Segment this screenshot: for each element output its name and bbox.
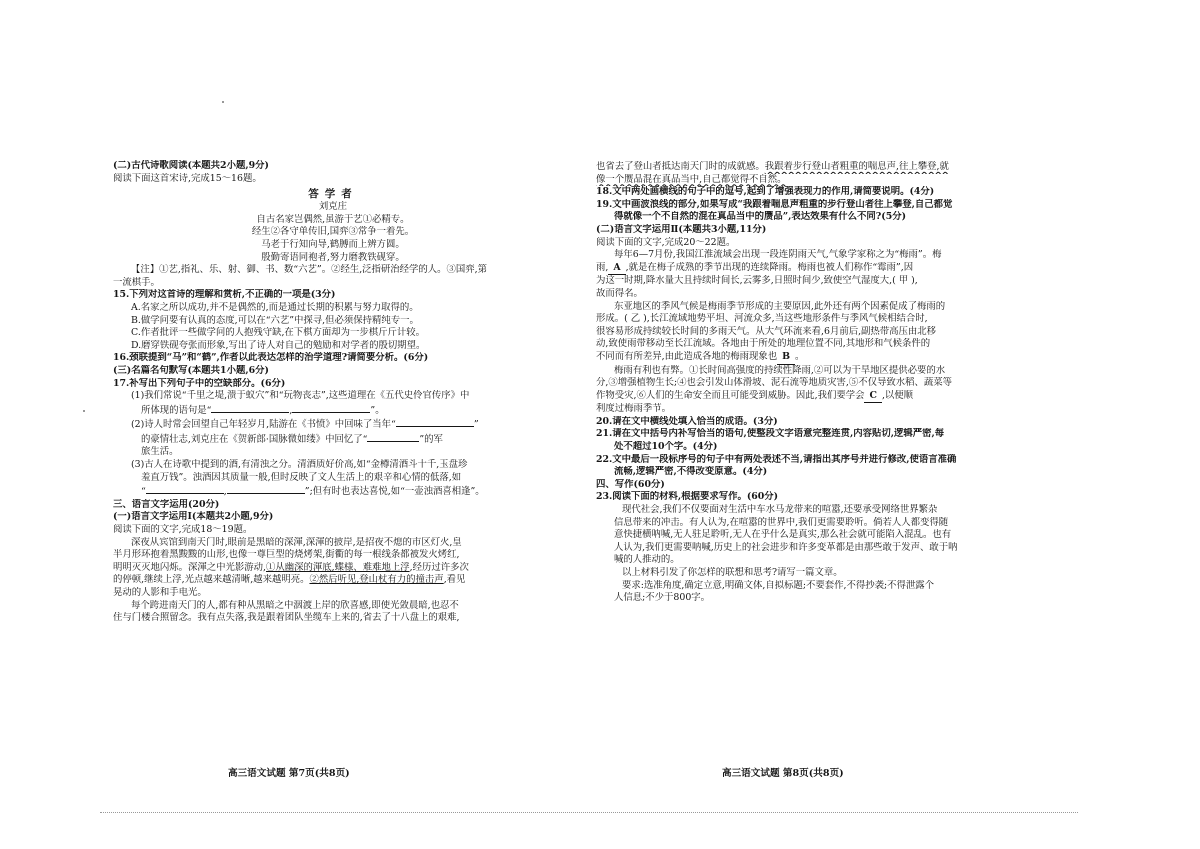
passage-line: 东亚地区的季风气候是梅雨季节形成的主要原因,此外还有两个因素促成了梅雨的: [614, 300, 946, 312]
section-language1-heading: (一)语言文字运用Ⅰ(本题共2小题,9分): [113, 511, 274, 523]
passage-text: 。: [795, 350, 805, 362]
passage-line: 每个跨进南天门的人,都有种从黑暗之中洇渡上岸的欣喜感,即使光敛晨暗,也忍不: [131, 599, 459, 611]
passage-line: [596, 390, 1016, 404]
question-19-cont: 得就像一个不自然的混在真品当中的赝品”,表达效果有什么不同?(5分): [614, 211, 907, 223]
underlined-sentence-2: ②然后听见,登山杖有力的撞击声: [309, 574, 444, 586]
question-17: 17.补写出下列句子中的空缺部分。(6分): [113, 377, 286, 389]
q17-item-1-prefix: 所体现的语句是“: [141, 404, 212, 416]
passage-text: ,经历过许多次: [409, 561, 469, 573]
section-language2-heading: (二)语言文字运用Ⅱ(本题共3小题,11分): [596, 223, 767, 235]
passage-line: 住与门楼合照留念。我有点失落,我是跟着团队坐缆车上来的,省去了十八盘上的艰难,: [113, 612, 460, 624]
answer-blank[interactable]: [292, 403, 370, 413]
question-23: 23.阅读下面的材料,根据要求写作。(60分): [596, 491, 779, 503]
passage-text: ,就是在梅子成熟的季节出现的连续降雨。梅雨也被人们称作“霉雨”,因: [625, 261, 914, 273]
material-line: 现代社会,我们不仅要面对生活中车水马龙带来的喧嚣,还要承受网络世界繁杂: [622, 504, 938, 516]
passage-line: 深夜从宾馆到南天门时,眼前是黑暗的深渾,深渾的披岸,是招夜不熄的市区灯火,皇: [131, 536, 462, 548]
question-22: 22.文中最后一段标序号的句子中有两处表述不当,请指出其序号并进行修改,使语言准确: [596, 453, 957, 465]
language2-instruction: 阅读下面的文字,完成20～22题。: [596, 236, 736, 248]
question-20: 20.请在文中横线处填入恰当的成语。(3分): [596, 415, 778, 427]
question-22-cont: 流畅,逻辑严密,不得改变原意。(4分): [614, 466, 768, 478]
passage-text: 作物受灾,⑥人们的生命安全而且可能受到威胁。因此,我们要学会: [596, 389, 865, 401]
passage-line: [113, 562, 553, 575]
right-page: [596, 161, 1016, 605]
scan-speck: [83, 410, 85, 412]
question-21: 21.请在文中括号内补写恰当的语句,使整段文字语意完整连贯,内容贴切,逻辑严密,每: [596, 428, 945, 440]
passage-line: 分,③增强植物生长;④也会引发山体滑坡、泥石流等地质灾害,⑤不仅导致水稻、蔬菜等: [596, 377, 952, 389]
passage-text: 也省去了登山者抵达南天门时的成就感。: [596, 161, 765, 172]
passage-text: 明明灭灭地闪烁。深渾之中光影游动,: [113, 561, 266, 573]
poem-line: 经生②各守单传旧,国弈③常争一着先。: [251, 226, 415, 238]
underlined-sentence-1: ①从幽深的渾底,蝶様、难难地上浮: [265, 561, 410, 573]
writing-prompt: 以上材料引发了你怎样的联想和思考?请写一篇文章。: [622, 567, 843, 578]
material-line: 意快捷横呐喊,无人驻足聆听,无人在乎什么是真实,那么社会就可能陷入混乱。也有: [614, 529, 952, 541]
blank-c[interactable]: C: [864, 390, 881, 404]
page-footer-left: 高三语文试题 第7页(共8页): [228, 768, 350, 779]
poem-title: 答学者: [308, 188, 358, 201]
passage-line: 形成。( 乙 ),长江流域地势平坦、河流众多,当这些地形条件与季风气候相结合时,: [596, 313, 928, 325]
passage-line: [596, 262, 1016, 276]
language1-instruction: 阅读下面的文字,完成18～19题。: [113, 524, 253, 536]
passage-line: [113, 574, 553, 587]
blank-a[interactable]: A: [608, 262, 625, 276]
passage-line: 为这一时期,降水量大且持续时间长,云雾多,日照时间少,致使空气湿度大,( 甲 ),: [596, 275, 918, 287]
option-d: D.磨穿铁砚夸张而形象,写出了诗人对自己的勉励和对学者的殷切期望。: [131, 339, 426, 351]
q17-item-3-blanks: “ , ”;但有时也表达喜悦,如“一壶浊酒喜相逢”。: [141, 486, 485, 498]
q17-item-3-line: 羞直万钱”。浊酒因其质量一般,但时反映了文人生活上的艰辛和心情的低落,如: [141, 471, 462, 483]
q17-item-1-line: 所体现的语句是“ , ”。: [141, 404, 385, 416]
passage-line: 利度过梅雨季节。: [596, 403, 672, 415]
writing-requirements-cont: 人信息;不少于800字。: [614, 592, 711, 604]
q17-item-2-prefix: (2)诗人时常会回望自己年轻岁月,陆游在《书愤》中回味了当年“: [131, 419, 396, 431]
poetry-instruction: 阅读下面这首宋诗,完成15～16题。: [113, 172, 262, 184]
q17-item-2-line: [113, 432, 553, 447]
passage-line: 动,致使雨带移动至长江流域。各地由于所处的地理位置不同,其地形和气候条件的: [596, 338, 931, 350]
q17-item-1: (1)我们常说“千里之堤,溃于蚁穴”和“玩物丧志”,这些道理在《五代史伶官传序》中: [131, 390, 470, 402]
poem-note-cont: 一流棋手。: [113, 276, 160, 288]
question-16: 16.颈联提到“马”和“鹤”,作者以此表达怎样的治学道理?请简要分析。(6分): [113, 352, 429, 364]
passage-line: [596, 174, 1016, 187]
answer-blank[interactable]: [367, 432, 419, 442]
bottom-scan-line: [100, 812, 1078, 813]
poem-line: 马老于行知向导,鹤膊而上辨方圆。: [261, 238, 405, 250]
q17-item-2-suffix: ”的军: [419, 433, 443, 445]
material-line: 信息带来的冲击。有人认为,在喧嚣的世界中,我们更需要聆听。倘若人人都变得随: [614, 516, 949, 528]
option-c: C.作者批评一些做学问的人抱残守缺,在下棋方面却为一步棋斤斤计较。: [131, 327, 426, 339]
passage-line: 每年6—7月份,我国江淮流域会出现一段连阴雨天气,气象学家称之为“梅雨”。梅: [614, 249, 942, 261]
question-15: 15.下列对这首诗的理解和赏析,不正确的一项是(3分): [113, 289, 336, 301]
material-line: 喊的人推动的。: [614, 554, 680, 566]
poem-line: 殷勤寄语同袍者,努力磨教铁砚穿。: [261, 251, 405, 263]
option-a: A.名家之所以成功,并不是偶然的,而是通过长期的积累与努力取得的。: [131, 301, 419, 313]
q17-item-3: (3)古人在诗歌中提到的酒,有清浊之分。清酒质好价高,如“金樽清酒斗十千,玉盘珍: [131, 459, 468, 471]
passage-line: 梅雨有利也有弊。①长时间高强度的持续性降雨,②可以为干旱地区提供必要的水: [614, 364, 946, 376]
blank-b[interactable]: B: [777, 351, 795, 365]
poem-author: 刘克庄: [318, 201, 348, 213]
answer-blank[interactable]: [211, 403, 289, 413]
q17-item-1-suffix: ”。: [370, 404, 385, 416]
scan-speck: [222, 101, 224, 103]
passage-text: ,以便顺: [881, 389, 914, 401]
question-19: 19.文中画波浪线的部分,如果写成“我跟着喘息声粗重的步行登山者往上攀登,自己都觉: [596, 198, 953, 210]
section-language-heading: 三、语言文字运用(20分): [113, 498, 220, 510]
passage-text: 不同而有所差异,由此造成各地的梅雨现象也: [596, 350, 778, 362]
poem-line: 自古名家岂偶然,虽游于艺①必精专。: [256, 213, 410, 225]
passage-line: 故而得名。: [596, 287, 643, 299]
passage-line: [596, 161, 1016, 174]
writing-requirements: 要求:选准角度,确定立意,明确文体,自拟标题;不要套作,不得抄袭;不得泄露个: [622, 579, 935, 591]
q17-item-2: (2)诗人时常会回望自己年轻岁月,陆游在《书愤》中回味了当年“ ”: [131, 419, 479, 431]
passage-text: ,看见: [443, 574, 466, 586]
answer-blank[interactable]: [396, 417, 474, 427]
passage-line: 晃动的人影和手电光。: [113, 587, 207, 598]
q17-item-3-suffix: ”;但有时也表达喜悦,如“一壶浊酒喜相逢”。: [304, 486, 485, 498]
question-18: 18.文中两处画横线的句子中的逗号,起到了增强表现力的作用,请简要说明。(4分): [596, 186, 935, 198]
answer-blank[interactable]: [227, 484, 305, 494]
section-writing-heading: 四、写作(60分): [596, 478, 665, 490]
section-recitation-heading: (三)名篇名句默写(本题共1小题,6分): [113, 364, 269, 376]
passage-line: [596, 351, 1016, 365]
passage-line: 半月形环抱着黑黢黢的山形,也像一尊巨型的烧烤架,街衢的每一根线条都被发火烤红,: [113, 549, 460, 561]
material-line: 人认为,我们更需要呐喊,历史上的社会进步和许多变革都是由那些敢于发声、敢于呐: [614, 541, 958, 553]
poem-note: 【注】①艺,指礼、乐、射、御、书、数“六艺”。②经生,泛指研治经学的人。③国弈,第: [131, 264, 488, 276]
passage-text: 雨,: [596, 261, 609, 273]
q17-item-2-mid: 的豪情壮志,刘克庄在《贺新郎·国脉微如缕》中回忆了“: [141, 433, 368, 445]
passage-text: 的停顿,继续上浮,光点越来越清晰,越来越明亮。: [113, 574, 310, 586]
left-page: [113, 160, 553, 625]
q17-item-2-end: 旅生活。: [141, 446, 179, 458]
option-b: B.做学问要有认真的态度,可以在“六艺”中探寻,但必须保持精纯专一。: [131, 314, 419, 326]
question-21-cont: 处不超过10个字。(4分): [614, 441, 718, 453]
section-poetry-heading: (二)古代诗歌阅读(本题共2小题,9分): [113, 160, 269, 171]
answer-blank[interactable]: [146, 484, 224, 494]
wavy-underlined-text: 像一个赝品混在真品当中,自己都觉得不自然。: [596, 173, 787, 185]
page-footer-right: 高三语文试题 第8页(共8页): [722, 768, 844, 779]
passage-line: 很容易形成持续较长时间的多雨天气。从大气环流来看,6月前后,副热带高压由北移: [596, 325, 937, 337]
wavy-underlined-text: 我跟着步行登山者粗重的喘息声,往上攀登,就: [764, 161, 949, 172]
